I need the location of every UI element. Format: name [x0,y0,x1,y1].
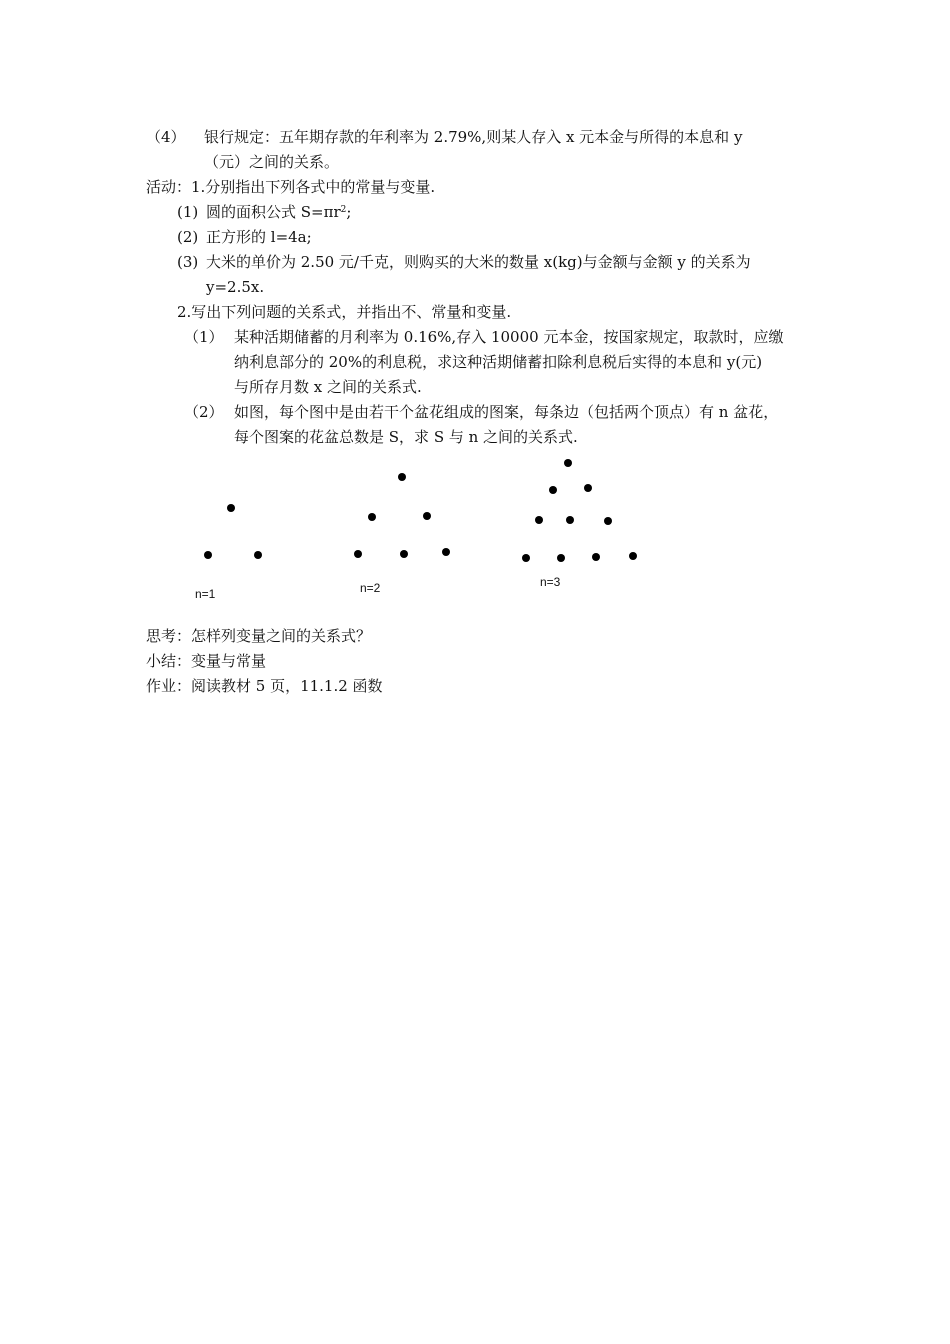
flower-pot-dot [564,459,572,467]
pattern-label-n3: n=3 [540,575,561,589]
task-2-heading: 2.写出下列问题的关系式，并指出不、常量和变量. [177,303,512,321]
task-2-item-2-number: （2） [184,403,224,421]
pattern-n3 [522,459,637,562]
activity-item-1-number: (1) [177,203,199,221]
homework-line: 作业：阅读教材 5 页，11.1.2 函数 [146,677,383,695]
pattern-n2 [354,473,450,558]
task-2-item-2-line-1: 如图，每个图中是由若干个盆花组成的图案，每条边（包括两个顶点）有 n 盆花， [234,403,779,421]
flower-pot-patterns [190,450,660,610]
flower-pot-dot [549,486,557,494]
pattern-label-n1: n=1 [195,587,216,601]
flower-pot-dot [442,548,450,556]
task-2-item-1-line-1: 某种活期储蓄的月利率为 0.16%,存入 10000 元本金，按国家规定，取款时，应缴 [234,328,784,346]
problem-4-number: （4） [146,128,186,146]
problem-4-line-2: （元）之间的关系。 [204,153,340,171]
activity-item-2-text: 正方形的 l=4a; [206,228,312,246]
activity-item-3-line-2: y=2.5x. [206,278,265,296]
task-2-item-1-number: （1） [184,328,224,346]
flower-pot-dot [629,552,637,560]
activity-item-1-text: 圆的面积公式 $S=\pi r^2$; [206,203,352,221]
flower-pot-dot [592,553,600,561]
task-2-item-2-line-2: 每个图案的花盆总数是 S，求 S 与 n 之间的关系式. [234,428,578,446]
flower-pot-dot [254,551,262,559]
flower-pot-dot [535,516,543,524]
pattern-n1 [204,504,262,559]
flower-pot-dot [354,550,362,558]
flower-pot-dot [557,554,565,562]
flower-pot-dot [398,473,406,481]
summary-line: 小结：变量与常量 [146,652,267,670]
activity-item-3-number: (3) [177,253,199,271]
pattern-label-n2: n=2 [360,581,381,595]
activity-item-2-number: (2) [177,228,199,246]
flower-pot-dot [604,517,612,525]
flower-pot-dot [204,551,212,559]
problem-4-line-1: 银行规定：五年期存款的年利率为 2.79%,则某人存入 x 元本金与所得的本息和 y [204,128,743,146]
task-2-item-1-line-3: 与所存月数 x 之间的关系式. [234,378,422,396]
flower-pot-dot [227,504,235,512]
flower-pot-dot [522,554,530,562]
activity-heading: 活动：1.分别指出下列各式中的常量与变量. [146,178,436,196]
flower-pot-dot [400,550,408,558]
flower-pot-dot [584,484,592,492]
think-line: 思考：怎样列变量之间的关系式？ [146,627,372,645]
flower-pot-dot [566,516,574,524]
flower-pot-dot [423,512,431,520]
task-2-item-1-line-2: 纳利息部分的 20%的利息税，求这种活期储蓄扣除利息税后实得的本息和 y(元) [234,353,763,371]
flower-pot-dot [368,513,376,521]
activity-item-3-line-1: 大米的单价为 2.50 元/千克，则购买的大米的数量 x(kg)与金额与金额 y 的关系为 [206,253,751,271]
flower-pot-figure [190,450,660,610]
exponent: 2 [340,205,347,215]
